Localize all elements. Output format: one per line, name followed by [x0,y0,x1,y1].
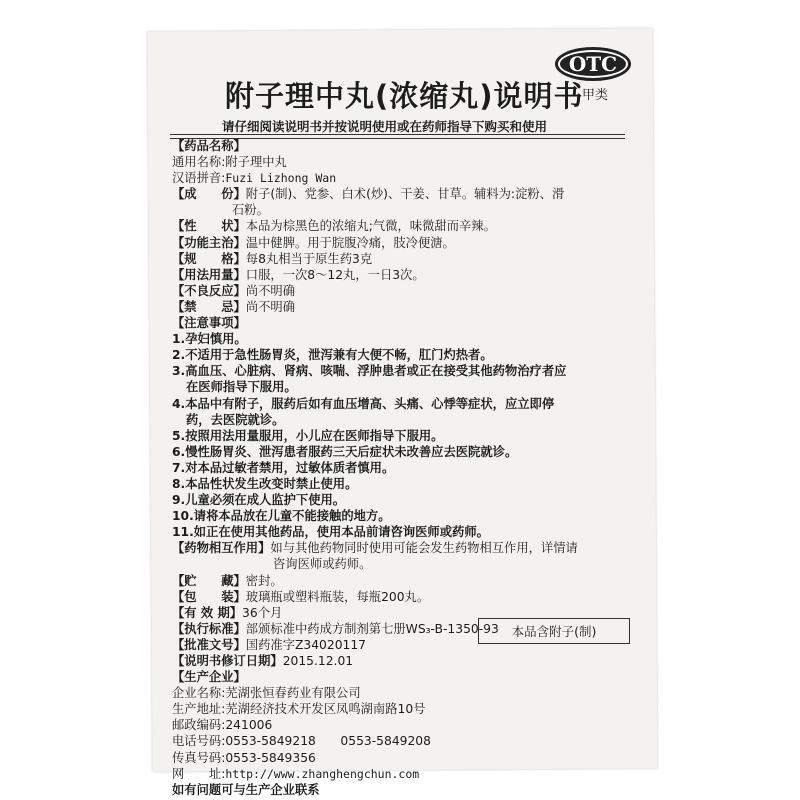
pinyin-row [172,170,642,186]
properties-value: 本品为棕黑色的浓缩丸;气微，味微甜而辛辣。 [245,219,496,234]
phone-row [172,733,642,749]
dosage-value: 口服，一次8～12丸，一日3次。 [245,267,425,282]
aconite-notice-box: 本品含附子(制) [478,618,630,644]
standard-value: 部颁标准中药成方制剂第七册WS₃-B-1350-93 [245,621,499,636]
postcode-label: 邮政编码: [172,718,226,733]
page-title: 附子理中丸(浓缩丸)说明书 [225,79,584,113]
address-label: 生产地址: [172,702,226,717]
precaution-item: 4.本品中有附子，服药后如有血压增高、头痛、心悸等症状，应立即停 [172,396,555,411]
specification-value: 每8丸相当于原生药3克 [245,251,373,266]
precaution-item: 9.儿童必须在成人监护下使用。 [172,493,346,508]
fax-value: 0553-5849356 [225,750,316,765]
precautions-heading: 【注意事项】 [172,316,246,331]
leaflet-body [172,138,642,798]
precaution-item: 2.不适用于急性肠胃炎，泄泻兼有大便不畅，肛门灼热者。 [172,348,493,363]
interactions-label: 【药物相互作用】 [172,541,271,556]
website-label: 网 址: [172,766,226,781]
composition-value: 附子(制)、党参、白术(炒)、干姜、甘草。辅料为:淀粉、滑 [245,187,565,202]
contraindications-label: 【禁 忌】 [172,299,246,314]
dosage-row [172,267,642,283]
revision-row [172,653,642,669]
pinyin-label: 汉语拼音: [172,171,226,186]
specification-label: 【规 格】 [172,251,246,266]
interactions-row [172,540,642,556]
footer-note: 如有问题可与生产企业联系 [172,782,320,797]
header-divider [170,134,625,135]
generic-name-row [172,154,642,170]
properties-row [172,218,642,234]
page-subtitle: 请仔细阅读说明书并按说明使用或在药师指导下购买和使用 [222,119,548,134]
contraindications-value: 尚不明确 [245,299,295,314]
fax-label: 传真号码: [172,750,226,765]
precaution-item: 1.孕妇慎用。 [172,332,247,347]
precaution-item-continued: 在医师指导下服用。 [186,380,297,395]
company-name-label: 企业名称: [172,686,226,701]
revision-value: 2015.12.01 [282,654,354,668]
adverse-label: 【不良反应】 [172,283,246,298]
approval-value: 国药准字Z34020117 [245,637,366,652]
package-label: 【包 装】 [172,589,246,604]
specification-row [172,251,642,267]
precaution-item: 8.本品性状发生改变时禁止使用。 [172,476,358,491]
precaution-item-continued: 药，去医院就诊。 [186,412,285,427]
fax-row [172,750,642,766]
interactions-continued: 咨询医师或药师。 [273,557,372,572]
composition-continued: 石粉。 [232,203,269,218]
composition-label: 【成 份】 [172,187,246,202]
storage-value: 密封。 [245,573,283,588]
postcode-value: 241006 [225,718,273,733]
phone-label: 电话号码: [172,734,226,749]
adverse-value: 尚不明确 [245,283,295,298]
storage-label: 【贮 藏】 [172,573,246,588]
generic-name-value: 附子理中丸 [225,155,287,170]
address-row [172,701,642,717]
company-name-row [172,685,642,701]
dosage-label: 【用法用量】 [172,267,246,282]
indications-value: 温中健脾。用于脘腹冷痛，肢冷便溏。 [245,235,455,250]
standard-label: 【执行标准】 [172,621,246,636]
package-value: 玻璃瓶或塑料瓶装，每瓶200丸。 [245,589,430,604]
precaution-item: 3.高血压、心脏病、肾病、咳喘、浮肿患者或正在接受其他药物治疗者应 [172,364,567,379]
package-row [172,589,642,605]
precaution-item: 5.按照用法用量服用，小儿应在医师指导下服用。 [172,428,444,443]
precaution-item: 10.请将本品放在儿童不能接触的地方。 [172,509,391,524]
address-value: 芜湖经济技术开发区凤鸣湖南路10号 [225,702,426,717]
adverse-row [172,283,642,299]
properties-label: 【性 状】 [172,219,246,234]
pinyin-value: Fuzi Lizhong Wan [225,171,337,186]
interactions-value: 如与其他药物同时使用可能会发生药物相互作用，详情请 [270,541,578,556]
storage-row [172,573,642,589]
composition-row [172,186,642,202]
precaution-item: 7.对本品过敏者禁用，过敏体质者慎用。 [172,460,395,475]
phone-value: 0553-5849218 0553-5849208 [225,734,431,749]
otc-badge: OTC [555,47,631,81]
approval-label: 【批准文号】 [172,637,246,652]
otc-class-label: 甲类 [582,88,609,103]
indications-label: 【功能主治】 [172,235,246,250]
validity-value: 36个月 [242,605,283,620]
website-row [172,766,642,782]
postcode-row [172,717,642,733]
generic-name-label: 通用名称: [172,155,226,170]
revision-label: 【说明书修订日期】 [172,654,283,668]
manufacturer-heading: 【生产企业】 [172,670,246,685]
validity-label: 【有 效 期】 [172,605,243,620]
website-value: http://www.zhanghengchun.com [225,766,420,781]
contraindications-row [172,299,642,315]
precaution-item: 6.慢性肠胃炎、泄泻患者服药三天后症状未改善应去医院就诊。 [172,444,518,459]
company-name-value: 芜湖张恒春药业有限公司 [225,686,361,701]
indications-row [172,235,642,251]
precaution-item: 11.如正在使用其他药品，使用本品前请咨询医师或药师。 [172,525,489,540]
drug-name-heading: 【药品名称】 [172,139,246,153]
